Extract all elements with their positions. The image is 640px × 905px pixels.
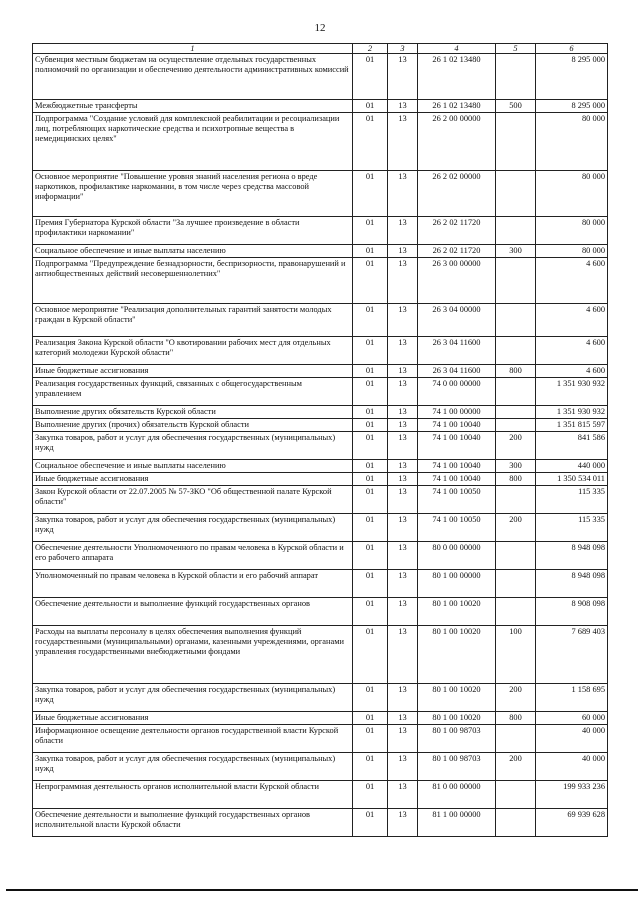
header-cell-expense-type: 5 bbox=[496, 44, 536, 54]
cell-target-item: 26 3 04 11600 bbox=[418, 337, 496, 365]
cell-amount: 199 933 236 bbox=[536, 781, 608, 809]
cell-name: Премия Губернатора Курской области "За лучшее произведение в области профилактики наркомании" bbox=[33, 217, 353, 245]
cell-section: 01 bbox=[353, 725, 388, 753]
cell-amount: 4 600 bbox=[536, 304, 608, 337]
cell-target-item: 74 1 00 10040 bbox=[418, 432, 496, 460]
cell-expense-type bbox=[496, 171, 536, 217]
cell-section: 01 bbox=[353, 378, 388, 406]
cell-expense-type: 100 bbox=[496, 626, 536, 684]
cell-target-item: 74 1 00 00000 bbox=[418, 406, 496, 419]
cell-subsection: 13 bbox=[388, 781, 418, 809]
cell-amount: 60 000 bbox=[536, 712, 608, 725]
cell-target-item: 80 1 00 98703 bbox=[418, 753, 496, 781]
table-row bbox=[33, 514, 608, 542]
table-row bbox=[33, 473, 608, 486]
table-row bbox=[33, 725, 608, 753]
table-row bbox=[33, 258, 608, 304]
cell-section: 01 bbox=[353, 258, 388, 304]
cell-expense-type bbox=[496, 258, 536, 304]
table-row bbox=[33, 337, 608, 365]
table-row bbox=[33, 809, 608, 837]
table-row bbox=[33, 245, 608, 258]
table-row bbox=[33, 54, 608, 100]
header-cell-section: 2 bbox=[353, 44, 388, 54]
cell-expense-type: 300 bbox=[496, 460, 536, 473]
cell-target-item: 74 1 00 10050 bbox=[418, 486, 496, 514]
cell-amount: 7 689 403 bbox=[536, 626, 608, 684]
cell-expense-type bbox=[496, 781, 536, 809]
cell-expense-type: 500 bbox=[496, 100, 536, 113]
table-row bbox=[33, 712, 608, 725]
cell-section: 01 bbox=[353, 809, 388, 837]
cell-amount: 4 600 bbox=[536, 258, 608, 304]
cell-amount: 1 351 930 932 bbox=[536, 406, 608, 419]
cell-name: Социальное обеспечение и иные выплаты населению bbox=[33, 460, 353, 473]
cell-subsection: 13 bbox=[388, 419, 418, 432]
bottom-rule bbox=[6, 889, 638, 891]
cell-target-item: 26 2 02 11720 bbox=[418, 245, 496, 258]
cell-amount: 115 335 bbox=[536, 514, 608, 542]
cell-subsection: 13 bbox=[388, 406, 418, 419]
cell-section: 01 bbox=[353, 406, 388, 419]
table-row bbox=[33, 217, 608, 245]
table-row bbox=[33, 113, 608, 171]
cell-name: Уполномоченный по правам человека в Курской области и его рабочий аппарат bbox=[33, 570, 353, 598]
cell-subsection: 13 bbox=[388, 598, 418, 626]
cell-target-item: 26 2 00 00000 bbox=[418, 113, 496, 171]
cell-name: Закупка товаров, работ и услуг для обеспечения государственных (муниципальных) нужд bbox=[33, 432, 353, 460]
cell-expense-type bbox=[496, 54, 536, 100]
cell-section: 01 bbox=[353, 113, 388, 171]
table-row bbox=[33, 781, 608, 809]
cell-name: Обеспечение деятельности и выполнение функций государственных органов bbox=[33, 598, 353, 626]
table-row bbox=[33, 542, 608, 570]
cell-name: Реализация Закона Курской области "О квотировании рабочих мест для отдельных категорий молодежи Курской области" bbox=[33, 337, 353, 365]
table-row bbox=[33, 365, 608, 378]
cell-name: Обеспечение деятельности Уполномоченного по правам человека в Курской области и его рабочего аппарата bbox=[33, 542, 353, 570]
cell-subsection: 13 bbox=[388, 712, 418, 725]
cell-expense-type: 800 bbox=[496, 365, 536, 378]
cell-target-item: 80 1 00 00000 bbox=[418, 570, 496, 598]
table-row bbox=[33, 304, 608, 337]
cell-expense-type bbox=[496, 113, 536, 171]
cell-amount: 80 000 bbox=[536, 217, 608, 245]
cell-section: 01 bbox=[353, 486, 388, 514]
cell-subsection: 13 bbox=[388, 100, 418, 113]
cell-subsection: 13 bbox=[388, 626, 418, 684]
table-row bbox=[33, 460, 608, 473]
cell-section: 01 bbox=[353, 337, 388, 365]
header-cell-name: 1 bbox=[33, 44, 353, 54]
cell-subsection: 13 bbox=[388, 432, 418, 460]
cell-name: Закупка товаров, работ и услуг для обеспечения государственных (муниципальных) нужд bbox=[33, 753, 353, 781]
cell-section: 01 bbox=[353, 753, 388, 781]
cell-expense-type bbox=[496, 598, 536, 626]
cell-subsection: 13 bbox=[388, 684, 418, 712]
cell-expense-type: 300 bbox=[496, 245, 536, 258]
cell-name: Основное мероприятие "Реализация дополнительных гарантий занятости молодых граждан в Курской области" bbox=[33, 304, 353, 337]
cell-name: Непрограммная деятельность органов исполнительной власти Курской области bbox=[33, 781, 353, 809]
cell-name: Основное мероприятие "Повышение уровня знаний населения региона о вреде наркотиков, профилактике наркомании, в том числе через средства массовой информации" bbox=[33, 171, 353, 217]
table-row bbox=[33, 684, 608, 712]
cell-subsection: 13 bbox=[388, 514, 418, 542]
header-row bbox=[33, 44, 608, 54]
cell-amount: 8 948 098 bbox=[536, 570, 608, 598]
page-number: 12 bbox=[314, 22, 326, 34]
cell-name: Обеспечение деятельности и выполнение функций государственных органов исполнительной власти Курской области bbox=[33, 809, 353, 837]
cell-section: 01 bbox=[353, 432, 388, 460]
cell-name: Реализация государственных функций, связанных с общегосударственным управлением bbox=[33, 378, 353, 406]
table-row bbox=[33, 598, 608, 626]
cell-expense-type bbox=[496, 570, 536, 598]
cell-target-item: 74 1 00 10040 bbox=[418, 419, 496, 432]
cell-section: 01 bbox=[353, 419, 388, 432]
cell-target-item: 26 2 02 00000 bbox=[418, 171, 496, 217]
cell-section: 01 bbox=[353, 514, 388, 542]
cell-expense-type bbox=[496, 406, 536, 419]
cell-name: Закон Курской области от 22.07.2005 № 57-ЗКО "Об общественной палате Курской области" bbox=[33, 486, 353, 514]
cell-subsection: 13 bbox=[388, 337, 418, 365]
cell-name: Закупка товаров, работ и услуг для обеспечения государственных (муниципальных) нужд bbox=[33, 684, 353, 712]
cell-section: 01 bbox=[353, 684, 388, 712]
cell-expense-type: 800 bbox=[496, 473, 536, 486]
cell-expense-type bbox=[496, 725, 536, 753]
cell-amount: 4 600 bbox=[536, 337, 608, 365]
cell-amount: 1 351 930 932 bbox=[536, 378, 608, 406]
cell-name: Подпрограмма "Создание условий для комплексной реабилитации и ресоциализации лиц, потребляющих наркотические средства и психотропные вещества в немедицинских целях" bbox=[33, 113, 353, 171]
cell-subsection: 13 bbox=[388, 304, 418, 337]
cell-section: 01 bbox=[353, 712, 388, 725]
cell-target-item: 80 1 00 10020 bbox=[418, 712, 496, 725]
table-row bbox=[33, 406, 608, 419]
cell-section: 01 bbox=[353, 542, 388, 570]
cell-section: 01 bbox=[353, 365, 388, 378]
cell-section: 01 bbox=[353, 171, 388, 217]
header-cell-subsection: 3 bbox=[388, 44, 418, 54]
cell-expense-type bbox=[496, 809, 536, 837]
cell-target-item: 74 1 00 10040 bbox=[418, 460, 496, 473]
cell-subsection: 13 bbox=[388, 258, 418, 304]
cell-amount: 80 000 bbox=[536, 113, 608, 171]
cell-target-item: 26 3 00 00000 bbox=[418, 258, 496, 304]
cell-target-item: 26 3 04 11600 bbox=[418, 365, 496, 378]
cell-subsection: 13 bbox=[388, 460, 418, 473]
cell-amount: 8 295 000 bbox=[536, 100, 608, 113]
cell-expense-type: 200 bbox=[496, 432, 536, 460]
cell-amount: 8 948 098 bbox=[536, 542, 608, 570]
table-row bbox=[33, 171, 608, 217]
cell-subsection: 13 bbox=[388, 245, 418, 258]
cell-amount: 1 351 815 597 bbox=[536, 419, 608, 432]
cell-expense-type bbox=[496, 217, 536, 245]
cell-target-item: 80 0 00 00000 bbox=[418, 542, 496, 570]
cell-section: 01 bbox=[353, 473, 388, 486]
cell-section: 01 bbox=[353, 217, 388, 245]
cell-section: 01 bbox=[353, 570, 388, 598]
cell-expense-type bbox=[496, 337, 536, 365]
cell-expense-type bbox=[496, 419, 536, 432]
cell-name: Иные бюджетные ассигнования bbox=[33, 365, 353, 378]
cell-subsection: 13 bbox=[388, 365, 418, 378]
cell-name: Расходы на выплаты персоналу в целях обеспечения выполнения функций государственными (муниципальными) органами, казенными учреждениями, органами управления государственными внебюджетными фондами bbox=[33, 626, 353, 684]
cell-section: 01 bbox=[353, 100, 388, 113]
table-row bbox=[33, 419, 608, 432]
cell-amount: 40 000 bbox=[536, 725, 608, 753]
cell-name: Межбюджетные трансферты bbox=[33, 100, 353, 113]
cell-amount: 8 295 000 bbox=[536, 54, 608, 100]
cell-subsection: 13 bbox=[388, 486, 418, 514]
table-row bbox=[33, 100, 608, 113]
cell-expense-type bbox=[496, 378, 536, 406]
cell-section: 01 bbox=[353, 626, 388, 684]
cell-subsection: 13 bbox=[388, 113, 418, 171]
table-row bbox=[33, 378, 608, 406]
table-row bbox=[33, 570, 608, 598]
cell-subsection: 13 bbox=[388, 753, 418, 781]
cell-section: 01 bbox=[353, 54, 388, 100]
cell-name: Выполнение других (прочих) обязательств Курской области bbox=[33, 419, 353, 432]
cell-subsection: 13 bbox=[388, 542, 418, 570]
cell-subsection: 13 bbox=[388, 378, 418, 406]
cell-amount: 841 586 bbox=[536, 432, 608, 460]
cell-name: Субвенция местным бюджетам на осуществление отдельных государственных полномочий по организации и обеспечению деятельности административных комиссий bbox=[33, 54, 353, 100]
cell-subsection: 13 bbox=[388, 217, 418, 245]
cell-expense-type bbox=[496, 486, 536, 514]
cell-target-item: 80 1 00 98703 bbox=[418, 725, 496, 753]
table-row bbox=[33, 486, 608, 514]
cell-amount: 1 350 534 011 bbox=[536, 473, 608, 486]
cell-target-item: 80 1 00 10020 bbox=[418, 684, 496, 712]
cell-target-item: 74 1 00 10040 bbox=[418, 473, 496, 486]
cell-target-item: 80 1 00 10020 bbox=[418, 598, 496, 626]
cell-name: Подпрограмма "Предупреждение безнадзорности, беспризорности, правонарушений и антиобщественных действий несовершеннолетних" bbox=[33, 258, 353, 304]
cell-expense-type: 200 bbox=[496, 684, 536, 712]
cell-amount: 80 000 bbox=[536, 171, 608, 217]
cell-target-item: 26 2 02 11720 bbox=[418, 217, 496, 245]
cell-amount: 1 158 695 bbox=[536, 684, 608, 712]
cell-section: 01 bbox=[353, 245, 388, 258]
cell-section: 01 bbox=[353, 304, 388, 337]
table-row bbox=[33, 753, 608, 781]
table-row bbox=[33, 432, 608, 460]
cell-amount: 4 600 bbox=[536, 365, 608, 378]
cell-section: 01 bbox=[353, 460, 388, 473]
cell-amount: 440 000 bbox=[536, 460, 608, 473]
cell-subsection: 13 bbox=[388, 473, 418, 486]
table-row bbox=[33, 626, 608, 684]
cell-name: Информационное освещение деятельности органов государственной власти Курской области bbox=[33, 725, 353, 753]
cell-target-item: 81 0 00 00000 bbox=[418, 781, 496, 809]
cell-name: Закупка товаров, работ и услуг для обеспечения государственных (муниципальных) нужд bbox=[33, 514, 353, 542]
cell-target-item: 81 1 00 00000 bbox=[418, 809, 496, 837]
cell-subsection: 13 bbox=[388, 725, 418, 753]
cell-expense-type: 800 bbox=[496, 712, 536, 725]
cell-subsection: 13 bbox=[388, 54, 418, 100]
cell-amount: 80 000 bbox=[536, 245, 608, 258]
cell-subsection: 13 bbox=[388, 809, 418, 837]
cell-amount: 115 335 bbox=[536, 486, 608, 514]
cell-target-item: 74 1 00 10050 bbox=[418, 514, 496, 542]
cell-amount: 40 000 bbox=[536, 753, 608, 781]
cell-name: Социальное обеспечение и иные выплаты населению bbox=[33, 245, 353, 258]
cell-expense-type: 200 bbox=[496, 514, 536, 542]
cell-name: Выполнение других обязательств Курской области bbox=[33, 406, 353, 419]
cell-name: Иные бюджетные ассигнования bbox=[33, 712, 353, 725]
cell-expense-type: 200 bbox=[496, 753, 536, 781]
cell-expense-type bbox=[496, 304, 536, 337]
cell-subsection: 13 bbox=[388, 570, 418, 598]
cell-target-item: 26 1 02 13480 bbox=[418, 100, 496, 113]
cell-target-item: 26 3 04 00000 bbox=[418, 304, 496, 337]
cell-section: 01 bbox=[353, 781, 388, 809]
cell-amount: 69 939 628 bbox=[536, 809, 608, 837]
cell-expense-type bbox=[496, 542, 536, 570]
cell-target-item: 74 0 00 00000 bbox=[418, 378, 496, 406]
header-cell-amount: 6 bbox=[536, 44, 608, 54]
header-cell-target-item: 4 bbox=[418, 44, 496, 54]
cell-amount: 8 908 098 bbox=[536, 598, 608, 626]
cell-target-item: 26 1 02 13480 bbox=[418, 54, 496, 100]
budget-table bbox=[32, 43, 608, 837]
cell-name: Иные бюджетные ассигнования bbox=[33, 473, 353, 486]
cell-subsection: 13 bbox=[388, 171, 418, 217]
cell-target-item: 80 1 00 10020 bbox=[418, 626, 496, 684]
cell-section: 01 bbox=[353, 598, 388, 626]
